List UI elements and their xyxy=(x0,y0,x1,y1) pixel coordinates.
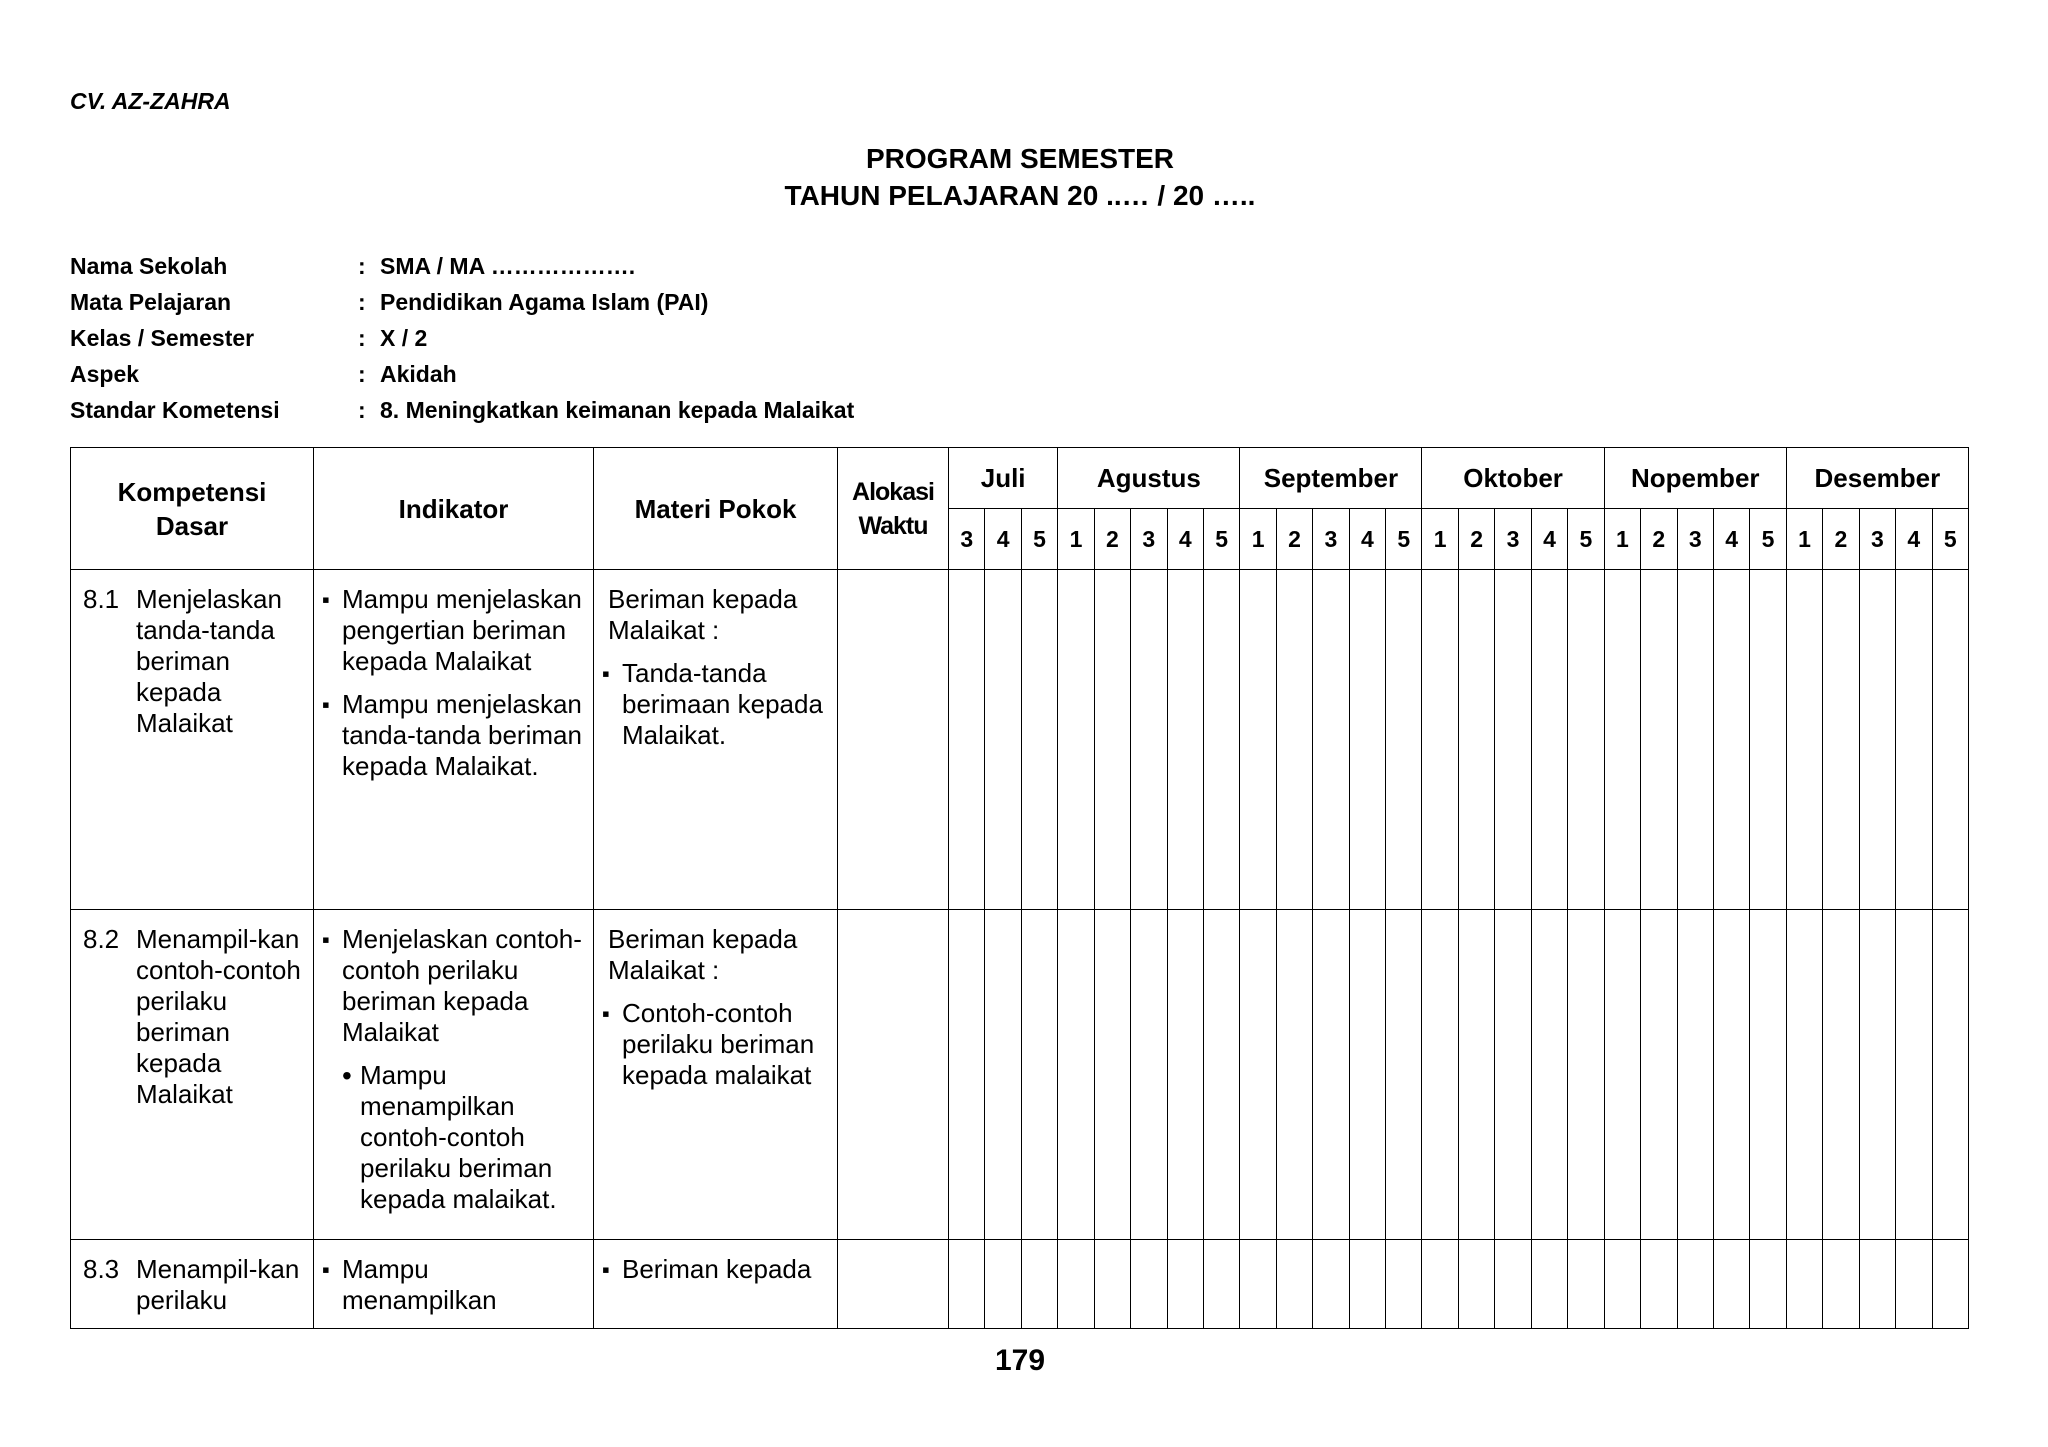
week-cell xyxy=(1094,910,1130,1240)
alokasi-waktu-cell xyxy=(838,910,949,1240)
indikator-item: ▪ Mampu menjelaskan pengertian beriman kepada Malaikat xyxy=(322,584,587,677)
week-cell xyxy=(1021,570,1057,910)
week-cell xyxy=(1240,1240,1276,1329)
indikator-cell xyxy=(314,570,594,910)
week-header: 4 xyxy=(1531,509,1567,570)
week-cell xyxy=(1094,570,1130,910)
month-header: Juli xyxy=(949,448,1058,509)
week-cell xyxy=(1495,570,1531,910)
week-cell xyxy=(1713,910,1749,1240)
document-title xyxy=(0,140,2040,214)
week-header: 5 xyxy=(1203,509,1239,570)
week-cell xyxy=(1823,910,1859,1240)
info-row xyxy=(70,392,854,428)
week-cell xyxy=(1203,1240,1239,1329)
header-alokasi-waktu xyxy=(838,448,949,570)
week-header: 2 xyxy=(1823,509,1859,570)
week-cell xyxy=(1896,1240,1932,1329)
week-header: 1 xyxy=(1786,509,1822,570)
header-alokasi-line1: Alokasi xyxy=(852,477,934,506)
week-header: 3 xyxy=(1131,509,1167,570)
week-header: 1 xyxy=(1604,509,1640,570)
week-cell xyxy=(1131,570,1167,910)
week-cell xyxy=(1276,1240,1312,1329)
week-cell xyxy=(1021,910,1057,1240)
week-cell xyxy=(1313,570,1349,910)
week-header: 3 xyxy=(1495,509,1531,570)
month-header: September xyxy=(1240,448,1422,509)
week-header: 2 xyxy=(1641,509,1677,570)
kd-text: Menjelaskan tanda-tanda beriman kepada Malaikat xyxy=(136,584,282,738)
week-cell xyxy=(1240,910,1276,1240)
week-cell xyxy=(1203,910,1239,1240)
week-header: 4 xyxy=(1713,509,1749,570)
week-cell xyxy=(1750,910,1786,1240)
header-kompetensi-line2: Dasar xyxy=(155,510,229,541)
kd-number: 8.2 xyxy=(83,924,120,954)
week-cell xyxy=(1058,910,1094,1240)
table-row xyxy=(71,1240,1969,1329)
info-row xyxy=(70,320,854,356)
week-header: 3 xyxy=(1859,509,1895,570)
week-cell xyxy=(1458,910,1494,1240)
info-label: Kelas / Semester xyxy=(70,324,255,351)
week-header: 2 xyxy=(1094,509,1130,570)
month-header: Oktober xyxy=(1422,448,1604,509)
week-cell xyxy=(1386,910,1422,1240)
week-cell xyxy=(1458,1240,1494,1329)
week-header: 2 xyxy=(1458,509,1494,570)
week-cell xyxy=(1859,570,1895,910)
info-value: SMA / MA ………………. xyxy=(380,252,636,279)
title-line-2: TAHUN PELAJARAN 20 ..… / 20 ….. xyxy=(784,180,1256,211)
week-header: 2 xyxy=(1276,509,1312,570)
week-cell xyxy=(1313,1240,1349,1329)
week-cell xyxy=(1349,570,1385,910)
month-header: Desember xyxy=(1786,448,1968,509)
header-kompetensi-dasar xyxy=(71,448,314,570)
week-cell xyxy=(1677,910,1713,1240)
materi-item: ▪ Contoh-contoh perilaku beriman kepada malaikat xyxy=(602,998,831,1091)
week-cell xyxy=(1386,1240,1422,1329)
kd-text: Menampil-kan perilaku xyxy=(136,1254,300,1315)
table-row xyxy=(71,910,1969,1240)
week-cell xyxy=(1495,910,1531,1240)
week-cell xyxy=(1422,910,1458,1240)
week-header: 3 xyxy=(1313,509,1349,570)
info-row xyxy=(70,284,854,320)
week-cell xyxy=(1641,570,1677,910)
week-cell xyxy=(1932,910,1968,1240)
info-label: Nama Sekolah xyxy=(70,252,228,279)
info-value: X / 2 xyxy=(380,324,428,351)
header-materi-pokok: Materi Pokok xyxy=(594,448,838,570)
header-indikator: Indikator xyxy=(314,448,594,570)
week-cell xyxy=(1641,1240,1677,1329)
week-cell xyxy=(1750,570,1786,910)
week-header: 4 xyxy=(985,509,1021,570)
week-cell xyxy=(1131,1240,1167,1329)
week-cell xyxy=(1422,1240,1458,1329)
week-cell xyxy=(1531,1240,1567,1329)
info-label: Aspek xyxy=(70,360,140,387)
title-line-1: PROGRAM SEMESTER xyxy=(865,143,1175,174)
indikator-item: ▪ Mampu menjelaskan tanda-tanda beriman kepada Malaikat. xyxy=(322,689,587,782)
week-cell xyxy=(949,910,985,1240)
semester-program-table xyxy=(70,447,1969,1329)
week-header: 5 xyxy=(1932,509,1968,570)
week-cell xyxy=(1021,1240,1057,1329)
week-cell xyxy=(1276,910,1312,1240)
week-cell xyxy=(985,910,1021,1240)
info-label: Standar Kometensi xyxy=(70,396,280,423)
materi-heading: Beriman kepada Malaikat : xyxy=(608,924,798,985)
alokasi-waktu-cell xyxy=(838,570,949,910)
week-header: 1 xyxy=(1422,509,1458,570)
week-cell xyxy=(1167,1240,1203,1329)
week-cell xyxy=(1495,1240,1531,1329)
table-row xyxy=(71,570,1969,910)
info-label: Mata Pelajaran xyxy=(70,288,232,315)
month-header: Agustus xyxy=(1058,448,1240,509)
week-cell xyxy=(1167,570,1203,910)
header-kompetensi-line1: Kompetensi xyxy=(117,476,267,507)
week-cell xyxy=(1604,1240,1640,1329)
week-cell xyxy=(1167,910,1203,1240)
week-cell xyxy=(1823,1240,1859,1329)
kompetensi-dasar-cell xyxy=(71,910,314,1240)
week-cell xyxy=(1203,570,1239,910)
week-cell xyxy=(1859,1240,1895,1329)
indikator-cell xyxy=(314,910,594,1240)
info-value: 8. Meningkatkan keimanan kepada Malaikat xyxy=(380,396,855,423)
week-header: 4 xyxy=(1349,509,1385,570)
week-cell xyxy=(1531,570,1567,910)
week-cell xyxy=(1823,570,1859,910)
week-cell xyxy=(949,570,985,910)
week-cell xyxy=(1896,570,1932,910)
week-cell xyxy=(1276,570,1312,910)
kd-number: 8.3 xyxy=(83,1254,120,1284)
week-cell xyxy=(1896,910,1932,1240)
week-cell xyxy=(1713,1240,1749,1329)
materi-pokok-cell xyxy=(594,910,838,1240)
materi-pokok-cell xyxy=(594,570,838,910)
info-row xyxy=(70,356,854,392)
week-cell xyxy=(1058,1240,1094,1329)
week-cell xyxy=(1604,910,1640,1240)
week-cell xyxy=(1094,1240,1130,1329)
header-alokasi-line2: Waktu xyxy=(858,511,928,540)
week-cell xyxy=(1677,570,1713,910)
week-cell xyxy=(1786,1240,1822,1329)
week-header: 5 xyxy=(1750,509,1786,570)
info-colon: : xyxy=(358,396,366,423)
week-cell xyxy=(1750,1240,1786,1329)
week-cell xyxy=(1932,1240,1968,1329)
week-cell xyxy=(1568,1240,1604,1329)
week-cell xyxy=(1859,910,1895,1240)
week-cell xyxy=(949,1240,985,1329)
week-cell xyxy=(1713,570,1749,910)
alokasi-waktu-cell xyxy=(838,1240,949,1329)
info-colon: : xyxy=(358,360,366,387)
week-cell xyxy=(1131,910,1167,1240)
page-number: 179 xyxy=(994,1344,1046,1377)
kd-text: Menampil-kan contoh-contoh perilaku beriman kepada Malaikat xyxy=(136,924,301,1109)
materi-item: ▪ Beriman kepada xyxy=(602,1254,831,1285)
info-colon: : xyxy=(358,324,366,351)
week-cell xyxy=(1677,1240,1713,1329)
materi-heading: Beriman kepada Malaikat : xyxy=(608,584,798,645)
week-cell xyxy=(1786,910,1822,1240)
week-cell xyxy=(1058,570,1094,910)
kd-number: 8.1 xyxy=(83,584,120,614)
week-cell xyxy=(1932,570,1968,910)
week-cell xyxy=(985,1240,1021,1329)
week-header: 3 xyxy=(949,509,985,570)
week-cell xyxy=(1604,570,1640,910)
indikator-item: • Mampu menampilkan contoh-contoh perilaku beriman kepada malaikat. xyxy=(322,1060,587,1215)
week-header: 1 xyxy=(1240,509,1276,570)
info-value: Pendidikan Agama Islam (PAI) xyxy=(380,288,709,315)
week-header: 5 xyxy=(1021,509,1057,570)
document-info xyxy=(70,248,854,428)
info-value: Akidah xyxy=(380,360,457,387)
indikator-item: ▪ Mampu menampilkan xyxy=(322,1254,587,1316)
week-header: 5 xyxy=(1568,509,1604,570)
publisher-name: CV. AZ-ZAHRA xyxy=(70,88,231,114)
kompetensi-dasar-cell xyxy=(71,570,314,910)
info-colon: : xyxy=(358,252,366,279)
month-header: Nopember xyxy=(1604,448,1786,509)
week-header: 5 xyxy=(1386,509,1422,570)
week-cell xyxy=(1349,1240,1385,1329)
week-cell xyxy=(1568,910,1604,1240)
info-colon: : xyxy=(358,288,366,315)
week-cell xyxy=(1349,910,1385,1240)
indikator-cell xyxy=(314,1240,594,1329)
week-header: 3 xyxy=(1677,509,1713,570)
materi-pokok-cell xyxy=(594,1240,838,1329)
week-header: 1 xyxy=(1058,509,1094,570)
week-cell xyxy=(1313,910,1349,1240)
week-header: 4 xyxy=(1167,509,1203,570)
week-cell xyxy=(1641,910,1677,1240)
week-cell xyxy=(1786,570,1822,910)
week-cell xyxy=(1531,910,1567,1240)
week-cell xyxy=(1240,570,1276,910)
week-cell xyxy=(985,570,1021,910)
info-row xyxy=(70,248,854,284)
week-cell xyxy=(1386,570,1422,910)
week-cell xyxy=(1422,570,1458,910)
indikator-item: ▪ Menjelaskan contoh-contoh perilaku beriman kepada Malaikat xyxy=(322,924,587,1048)
week-cell xyxy=(1568,570,1604,910)
materi-item: ▪ Tanda-tanda berimaan kepada Malaikat. xyxy=(602,658,831,751)
week-header: 4 xyxy=(1896,509,1932,570)
week-cell xyxy=(1458,570,1494,910)
kompetensi-dasar-cell xyxy=(71,1240,314,1329)
